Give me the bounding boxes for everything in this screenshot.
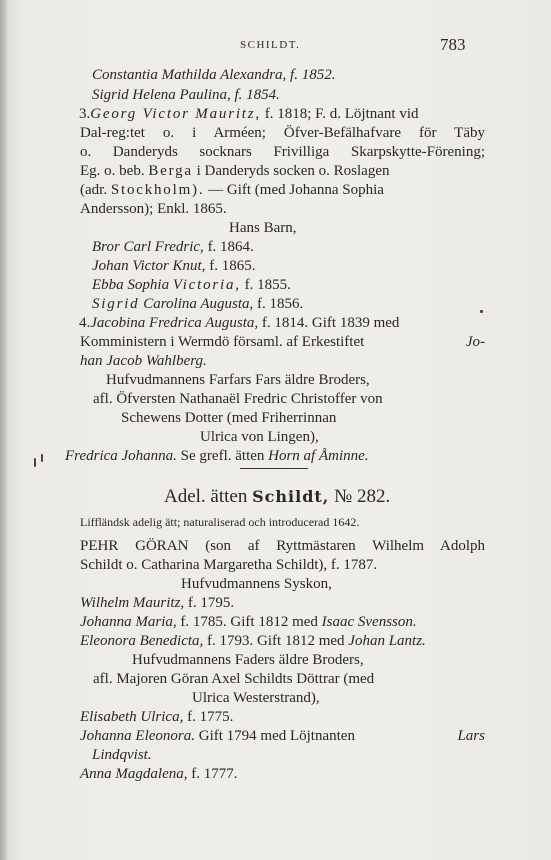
person-name: Elisabeth Ulrica, xyxy=(80,709,184,725)
sibling-line xyxy=(80,632,426,650)
sibling-line xyxy=(80,613,417,631)
child-line xyxy=(92,238,254,256)
birth-year: f. 1855. xyxy=(244,277,291,293)
lineage-line: Schewens Dotter (med Friherrinnan xyxy=(121,410,337,426)
person-name: Anna Magdalena, xyxy=(80,766,188,782)
person-name: Wilhelm Mauritz, xyxy=(80,595,185,611)
family-heading xyxy=(164,486,390,508)
spouse-name: Lars xyxy=(457,728,485,744)
subheading: Hufvudmannens Syskon, xyxy=(181,576,332,592)
entry-line xyxy=(79,314,399,332)
person-name: Georg Victor Mauritz, xyxy=(90,106,261,122)
birth-year: f. 1865. xyxy=(209,258,256,274)
entry-line xyxy=(92,86,280,104)
heading-prefix: Adel. ätten xyxy=(164,486,248,507)
page-header xyxy=(0,35,551,55)
entry-line xyxy=(92,66,335,84)
lineage-heading: Hufvudmannens Farfars Fars äldre Broders, xyxy=(106,372,370,388)
entry-line xyxy=(80,333,485,351)
daughter-line xyxy=(80,765,237,783)
lineage-line: afl. Öfversten Nathanaël Fredric Christoffer von xyxy=(93,391,383,407)
spouse-name: Isaac Svensson. xyxy=(321,614,417,630)
person-name: han Jacob Wahlberg. xyxy=(80,353,207,369)
entry-text: f. 1814. Gift 1839 med xyxy=(261,315,400,331)
person-name: Johanna Maria, xyxy=(80,614,177,630)
place-name: Stockholm). xyxy=(110,182,205,198)
entry-text: Komministern i Wermdö församl. af Erkestiftet xyxy=(80,334,365,350)
entry-line xyxy=(65,447,369,465)
family-reference: Horn af Åminne. xyxy=(268,448,369,464)
subheading: Hans Barn, xyxy=(229,220,297,236)
birth-year: f. 1795. xyxy=(187,595,235,611)
spouse-name: Lindqvist. xyxy=(92,747,152,763)
entry-number: 3. xyxy=(79,106,91,122)
birth-year: f. 1856. xyxy=(257,296,304,312)
lineage-line: Ulrica Westerstrand), xyxy=(192,690,320,706)
entry-text: Gift 1794 med Löjtnanten xyxy=(198,728,355,744)
lineage-heading: Hufvudmannens Faders äldre Broders, xyxy=(132,652,364,668)
person-name: Sigrid xyxy=(92,296,140,312)
entry-line xyxy=(80,162,390,180)
family-name: Schildt, xyxy=(252,487,330,506)
lineage-line: Ulrica von Lingen), xyxy=(200,429,319,445)
ink-speck xyxy=(480,310,483,313)
running-head: SCHILDT. xyxy=(240,39,301,51)
daughter-line xyxy=(92,746,152,764)
entry-text: f. 1793. Gift 1812 med xyxy=(207,633,345,649)
lineage-line: afl. Majoren Göran Axel Schildts Döttrar (med xyxy=(93,671,375,687)
entry-text: f. 1785. Gift 1812 med xyxy=(180,614,318,630)
daughter-line xyxy=(80,708,233,726)
entry-line xyxy=(79,105,419,123)
person-name: Jacobina Fredrica Augusta, xyxy=(90,315,259,331)
person-name: Carolina Augusta, xyxy=(143,296,254,312)
entry-text: Eg. o. beb. xyxy=(80,163,145,179)
entry-line: Schildt o. Catharina Margaretha Schildt), f. 1787. xyxy=(80,557,378,573)
person-name: Fredrica Johanna. xyxy=(65,448,177,464)
entry-line: Andersson); Enkl. 1865. xyxy=(80,201,227,217)
entry-line: PEHR GÖRAN (son af Ryttmästaren Wilhelm Adolph xyxy=(80,538,485,554)
entry-text: f. 1818; F. d. Löjtnant vid xyxy=(264,106,419,122)
person-name: Johanna Eleonora. xyxy=(80,728,195,744)
entry-number: 4. xyxy=(79,315,91,331)
birth-year: f. 1777. xyxy=(191,766,238,782)
person-name: Ebba Sophia xyxy=(92,277,170,293)
page-gutter-shadow xyxy=(0,0,7,860)
daughter-line xyxy=(80,727,485,745)
person-name: Constantia Mathilda Alexandra, f. 1852. xyxy=(92,67,336,83)
spouse-name: Johan Lantz. xyxy=(348,633,426,649)
sibling-line xyxy=(80,594,234,612)
ink-speck xyxy=(41,454,43,462)
estate-name: Berga xyxy=(148,163,193,179)
person-name: Eleonora Benedicta, xyxy=(80,633,204,649)
entry-line xyxy=(80,352,207,370)
entry-text: Se grefl. ätten xyxy=(180,448,265,464)
person-name: Bror Carl Fredric, xyxy=(92,239,204,255)
person-name: Victoria, xyxy=(172,277,241,293)
entry-text: — Gift (med Johanna Sophia xyxy=(208,182,384,198)
ink-speck xyxy=(34,458,36,467)
person-name: Sigrid Helena Paulina, f. 1854. xyxy=(92,87,280,103)
entry-text: (adr. xyxy=(80,182,108,198)
birth-year: f. 1864. xyxy=(207,239,254,255)
entry-line xyxy=(80,181,384,199)
entry-line: Dal-reg:tet o. i Arméen; Öfver-Befälhafvare för Täby xyxy=(80,125,485,141)
entry-group xyxy=(80,727,355,745)
entry-line: o. Danderyds socknars Frivilliga Skarpskytte-Förening; xyxy=(80,144,485,160)
family-number: № 282. xyxy=(334,486,391,507)
page-number: 783 xyxy=(440,35,466,54)
child-line xyxy=(92,276,291,294)
section-divider xyxy=(240,468,308,469)
birth-year: f. 1775. xyxy=(187,709,234,725)
child-line xyxy=(92,257,255,275)
entry-text: i Danderyds socken o. Roslagen xyxy=(196,163,390,179)
child-line xyxy=(92,295,303,313)
family-subheading: Liffländsk adelig ätt; naturaliserad och introducerad 1642. xyxy=(80,515,360,529)
person-name: Johan Victor Knut, xyxy=(92,258,206,274)
person-name: Jo- xyxy=(465,334,485,350)
